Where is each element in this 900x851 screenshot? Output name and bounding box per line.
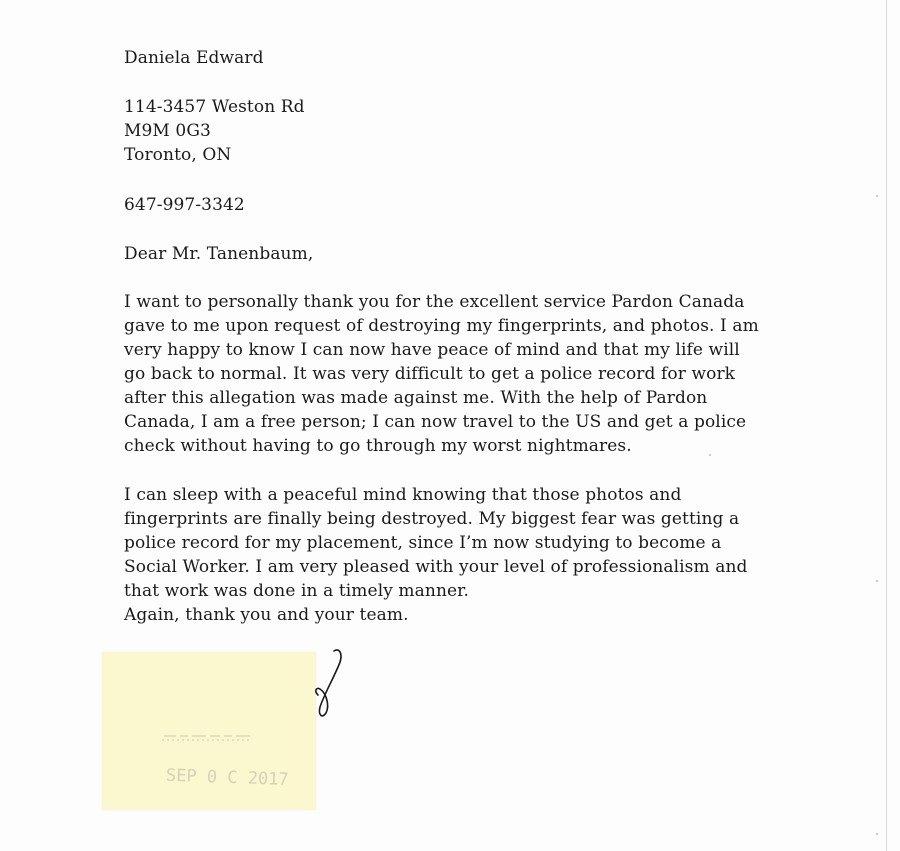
sender-address-line1: 114-3457 Weston Rd	[124, 97, 305, 117]
scan-speck	[709, 454, 711, 456]
paragraph2-line: Social Worker. I am very pleased with your level of professionalism and	[124, 557, 748, 577]
paragraph1-line: after this allegation was made against me. With the help of Pardon	[124, 388, 708, 408]
stamp-date: SEP 0 C 2017	[165, 765, 290, 790]
paragraph1-line: check without having to go through my worst nightmares.	[124, 436, 632, 456]
paragraph2-line: that work was done in a timely manner.	[124, 581, 470, 601]
salutation: Dear Mr. Tanenbaum,	[124, 244, 314, 264]
page-edge	[886, 0, 887, 851]
paragraph2-line: police record for my placement, since I’m now studying to become a	[124, 533, 722, 553]
received-stamp	[140, 724, 290, 794]
paragraph1-line: gave to me upon request of destroying my fingerprints, and photos. I am	[124, 316, 759, 336]
sender-city: Toronto, ON	[124, 145, 232, 165]
scan-speck	[876, 195, 878, 197]
sender-postal-code: M9M 0G3	[124, 121, 211, 141]
paragraph2-line: fingerprints are finally being destroyed. My biggest fear was getting a	[124, 509, 740, 529]
scan-speck	[876, 833, 878, 835]
paragraph2-line: Again, thank you and your team.	[124, 605, 409, 625]
paragraph1-line: I want to personally thank you for the excellent service Pardon Canada	[124, 292, 745, 312]
paragraph1-line: very happy to know I can now have peace of mind and that my life will	[124, 340, 740, 360]
paragraph1-line: Canada, I am a free person; I can now travel to the US and get a police	[124, 412, 747, 432]
scan-speck	[876, 580, 878, 582]
sender-phone: 647-997-3342	[124, 195, 245, 215]
signature-stroke	[312, 645, 352, 725]
paragraph1-line: go back to normal. It was very difficult to get a police record for work	[124, 364, 736, 384]
paragraph2-line: I can sleep with a peaceful mind knowing that those photos and	[124, 485, 682, 505]
sender-name: Daniela Edward	[124, 48, 264, 68]
